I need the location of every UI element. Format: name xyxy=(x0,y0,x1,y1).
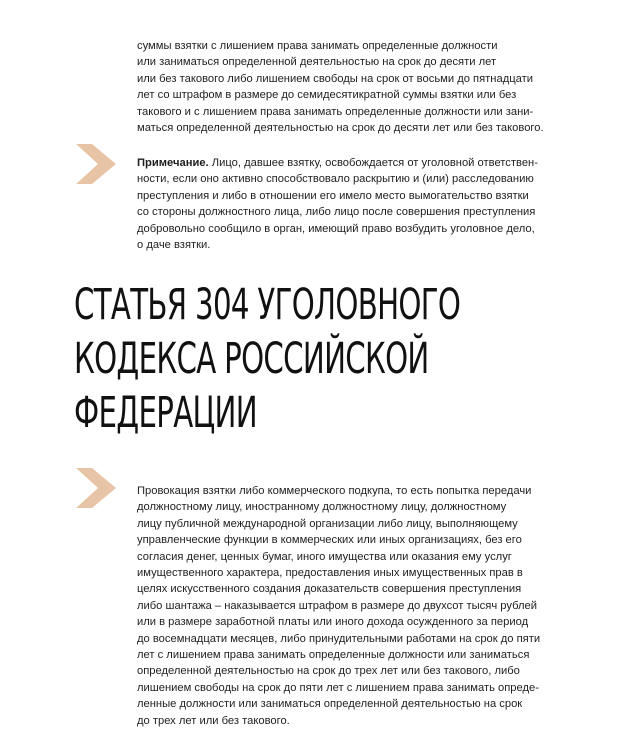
text-line: или в размере заработной платы или иного дохода осужденного за период xyxy=(137,616,529,629)
text-line: такового и с лишением права занимать определенные должности или зани- xyxy=(137,105,534,118)
text-line: лишением свободы на срок до пяти лет с лишением права занимать опреде- xyxy=(137,681,539,694)
article-paragraph xyxy=(137,483,557,729)
text-line: Лицо, давшее взятку, освобождается от уголовной ответствен- xyxy=(208,157,538,169)
note-paragraph xyxy=(137,155,557,253)
text-line: должностному лицу, иностранному должностному лицу, должностному xyxy=(137,501,507,514)
chevron-right-icon xyxy=(76,144,116,184)
text-line: суммы взятки с лишением права занимать определенные должности xyxy=(137,40,498,52)
text-line: Провокация взятки либо коммерческого подкупа, то есть попытка передачи xyxy=(137,485,532,497)
top-paragraph xyxy=(137,38,557,136)
heading-line: КОДЕКСА РОССИЙСКОЙ xyxy=(74,334,429,384)
text-line: со стороны должностного лица, либо лицо после совершения преступления xyxy=(137,206,536,219)
text-line: управленческие функции в коммерческих или иных организациях, без его xyxy=(137,534,522,547)
text-line: лицу публичной международной организации либо лицу, выполняющему xyxy=(137,517,518,530)
text-line: или заниматься определенной деятельностью на срок до десяти лет xyxy=(137,56,497,69)
text-line: целях искусственного создания доказательств совершения преступления xyxy=(137,583,522,596)
text-line: ленные должности или заниматься определенной деятельностью на срок xyxy=(137,698,523,711)
text-line: до трех лет или без такового. xyxy=(137,714,290,727)
text-line: или без такового либо лишением свободы на срок от восьми до пятнадцати xyxy=(137,72,533,85)
text-line: имущественного характера, предоставления иных имущественных прав в xyxy=(137,567,523,580)
text-line: лет с лишением права занимать определенные должности или заниматься xyxy=(137,649,530,662)
text-line: согласия денег, ценных бумаг, иного имущества или оказания ему услуг xyxy=(137,550,512,563)
text-line: лет со штрафом в размере до семидесятикратной суммы взятки или без xyxy=(137,89,517,102)
text-line: добровольно сообщило в орган, имеющий право возбудить уголовное дело, xyxy=(137,222,535,235)
note-label: Примечание. xyxy=(137,157,209,169)
heading-line: СТАТЬЯ 304 УГОЛОВНОГО xyxy=(74,280,461,330)
chevron-right-icon xyxy=(76,468,116,508)
text-line: маться определенной деятельностью на срок до десяти лет или без такового. xyxy=(137,122,544,135)
article-heading xyxy=(74,278,461,440)
text-line: определенной деятельностью на срок до трех лет или без такового, либо xyxy=(137,665,520,678)
text-line: до восемнадцати месяцев, либо принудительными работами на срок до пяти xyxy=(137,632,541,645)
text-line: либо шантажа – наказывается штрафом в размере до двухсот тысяч рублей xyxy=(137,599,537,612)
text-line: о даче взятки. xyxy=(137,239,211,252)
text-line: ности, если оно активно способствовало раскрытию и (или) расследованию xyxy=(137,173,534,186)
heading-line: ФЕДЕРАЦИИ xyxy=(74,388,257,438)
text-line: преступления и либо в отношении его имело место вымогательство взятки xyxy=(137,189,529,202)
